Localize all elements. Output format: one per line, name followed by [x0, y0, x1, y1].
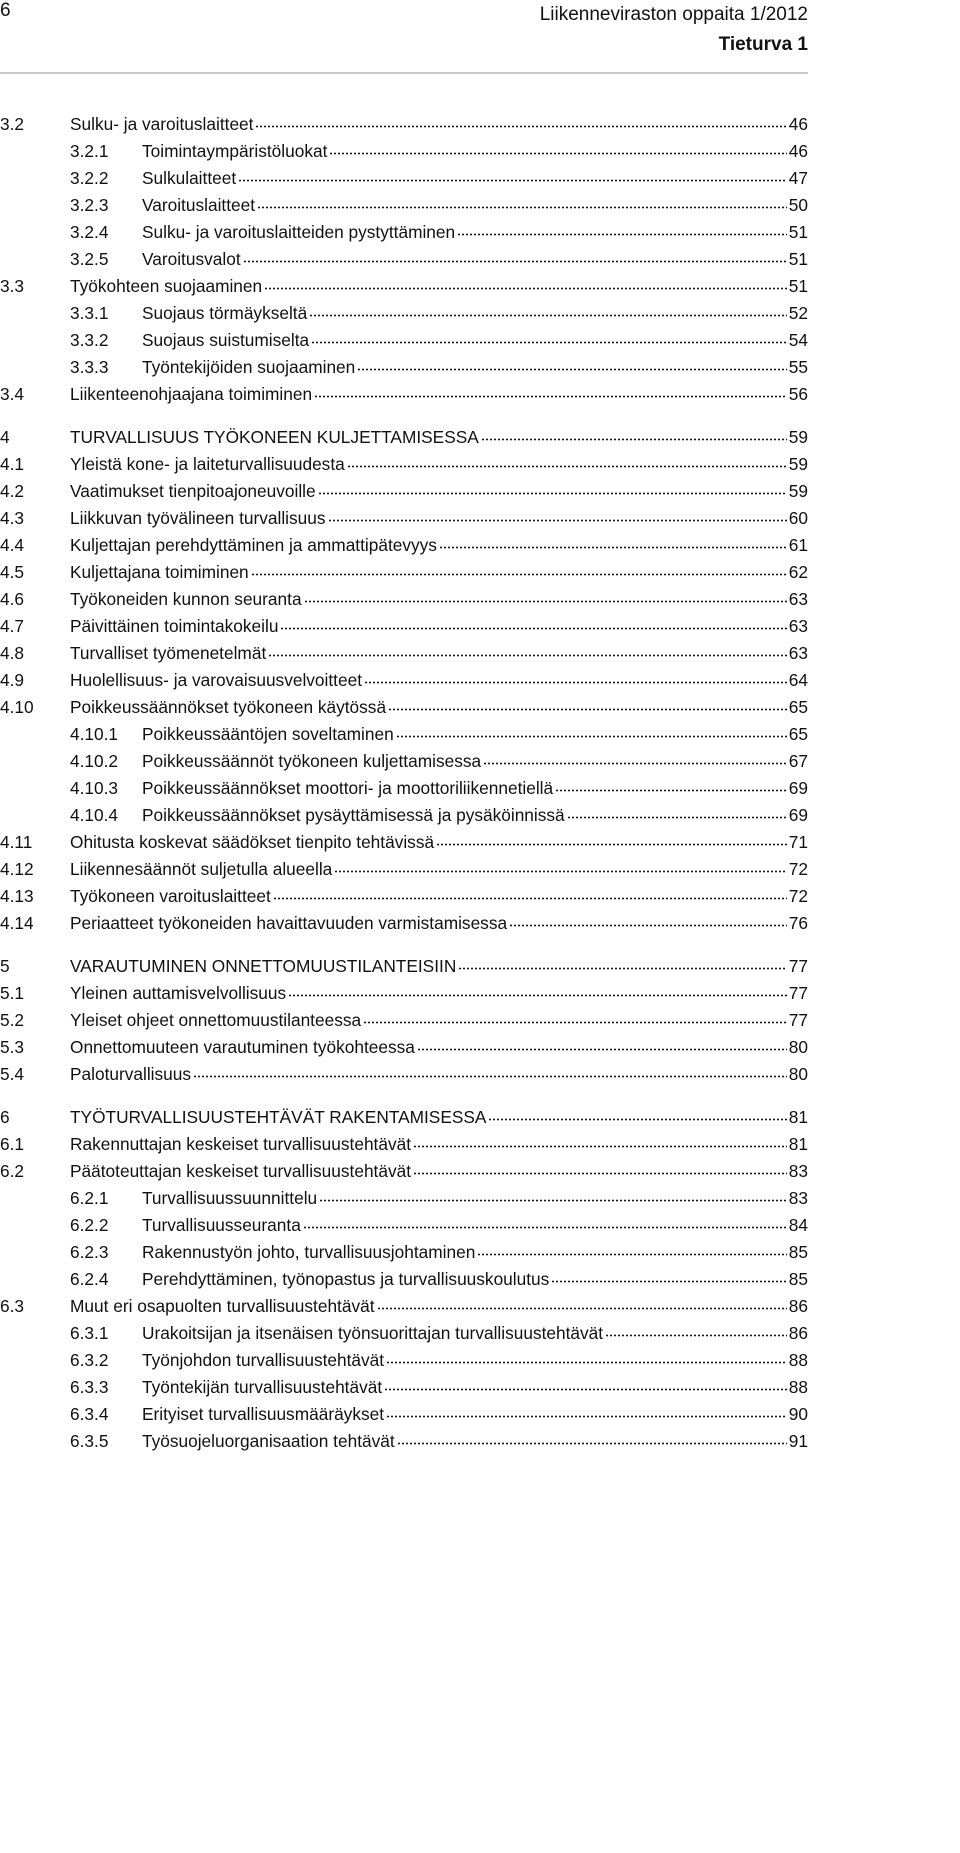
toc-entry-page: 77: [788, 956, 808, 977]
dot-leader: [439, 534, 787, 551]
toc-entry-page: 80: [788, 1037, 808, 1058]
toc-entry-title: Kuljettajana toimiminen: [70, 562, 249, 583]
toc-entry-title: Sulku- ja varoituslaitteiden pystyttäminen: [142, 222, 456, 243]
toc-entry-page: 46: [788, 114, 808, 135]
toc-entry-number: 4.6: [0, 589, 25, 610]
toc-entry-page: 71: [788, 832, 808, 853]
toc-entry[interactable]: [0, 1349, 808, 1376]
toc-entry-title: Poikkeussäännökset työkoneen käytössä: [70, 697, 387, 718]
toc-entry-number: 3.3: [0, 276, 25, 297]
toc-entry[interactable]: [0, 1063, 808, 1090]
toc-entry[interactable]: [0, 480, 808, 507]
toc-entry-number: 4: [0, 427, 10, 448]
toc-entry-page: 50: [788, 195, 808, 216]
toc-entry-number: 5.2: [0, 1010, 25, 1031]
toc-entry-page: 59: [788, 481, 808, 502]
toc-entry-number: 5: [0, 956, 10, 977]
toc-entry-page: 51: [788, 222, 808, 243]
toc-entry-number: 6.2.2: [70, 1215, 109, 1236]
dot-leader: [280, 615, 786, 632]
toc-entry-number: 4.12: [0, 859, 34, 880]
toc-entry[interactable]: [0, 356, 808, 383]
page-number: 6: [0, 0, 11, 21]
toc-entry-number: 4.9: [0, 670, 25, 691]
dot-leader: [318, 480, 787, 497]
toc-entry-page: 46: [788, 141, 808, 162]
toc-entry-page: 55: [788, 357, 808, 378]
toc-entry-page: 77: [788, 1010, 808, 1031]
toc-entry[interactable]: [0, 1376, 808, 1403]
section-spacer: [0, 939, 808, 955]
toc-entry[interactable]: [0, 804, 808, 831]
toc-entry[interactable]: [0, 140, 808, 167]
toc-entry-number: 6.3.4: [70, 1404, 109, 1425]
dot-leader: [238, 167, 787, 184]
dot-leader: [396, 723, 787, 740]
toc-entry-page: 81: [788, 1107, 808, 1128]
toc-entry-title: TYÖTURVALLISUUSTEHTÄVÄT RAKENTAMISESSA: [70, 1107, 487, 1128]
toc-entry-title: Urakoitsijan ja itsenäisen työnsuorittajan turvallisuustehtävät: [142, 1323, 604, 1344]
toc-entry-number: 6.3.2: [70, 1350, 109, 1371]
toc-entry-number: 4.10.2: [70, 751, 119, 772]
toc-entry-page: 91: [788, 1431, 808, 1452]
toc-entry-page: 69: [788, 805, 808, 826]
toc-entry-number: 6.3: [0, 1296, 25, 1317]
toc-entry[interactable]: [0, 534, 808, 561]
header-divider: [0, 72, 808, 74]
toc-entry-number: 6.3.1: [70, 1323, 109, 1344]
toc-entry-page: 84: [788, 1215, 808, 1236]
toc-entry-title: Paloturvallisuus: [70, 1064, 192, 1085]
toc-entry[interactable]: [0, 167, 808, 194]
toc-entry[interactable]: [0, 1160, 808, 1187]
dot-leader: [314, 383, 787, 400]
toc-entry-number: 3.3.3: [70, 357, 109, 378]
toc-entry[interactable]: [0, 642, 808, 669]
toc-entry[interactable]: [0, 1009, 808, 1036]
dot-leader: [257, 194, 787, 211]
toc-entry-page: 77: [788, 983, 808, 1004]
section-spacer: [0, 1090, 808, 1106]
dot-leader: [329, 140, 786, 157]
toc-entry-page: 56: [788, 384, 808, 405]
dot-leader: [436, 831, 787, 848]
toc-entry-title: Turvallisuusseuranta: [142, 1215, 301, 1236]
toc-entry-title: Yleinen auttamisvelvollisuus: [70, 983, 287, 1004]
toc-entry-page: 60: [788, 508, 808, 529]
toc-entry-page: 81: [788, 1134, 808, 1155]
dot-leader: [334, 858, 786, 875]
toc-entry-number: 3.2: [0, 114, 25, 135]
toc-entry-title: Työntekijän turvallisuustehtävät: [142, 1377, 383, 1398]
dot-leader: [193, 1063, 787, 1080]
toc-entry-title: Yleistä kone- ja laiteturvallisuudesta: [70, 454, 345, 475]
dot-leader: [364, 669, 787, 686]
dot-leader: [377, 1295, 787, 1312]
toc-entry[interactable]: [0, 1322, 808, 1349]
dot-leader: [319, 1187, 787, 1204]
toc-entry[interactable]: [0, 696, 808, 723]
toc-entry-number: 3.2.4: [70, 222, 109, 243]
toc-entry-title: Vaatimukset tienpitoajoneuvoille: [70, 481, 316, 502]
toc-entry-number: 6.2.3: [70, 1242, 109, 1263]
toc-entry-title: Työntekijöiden suojaaminen: [142, 357, 356, 378]
toc-entry-title: Onnettomuuteen varautuminen työkohteessa: [70, 1037, 415, 1058]
toc-entry[interactable]: [0, 1430, 808, 1457]
toc-entry[interactable]: [0, 1214, 808, 1241]
toc-entry-number: 4.3: [0, 508, 25, 529]
toc-entry[interactable]: [0, 221, 808, 248]
dot-leader: [481, 426, 787, 443]
dot-leader: [386, 1403, 787, 1420]
dot-leader: [488, 1106, 786, 1123]
dot-leader: [551, 1268, 786, 1285]
toc-entry-number: 3.2.1: [70, 141, 109, 162]
toc-entry-page: 63: [788, 589, 808, 610]
toc-entry-page: 85: [788, 1269, 808, 1290]
toc-entry-page: 88: [788, 1377, 808, 1398]
dot-leader: [509, 912, 787, 929]
dot-leader: [397, 1430, 787, 1447]
toc-entry[interactable]: [0, 507, 808, 534]
toc-entry[interactable]: [0, 831, 808, 858]
toc-entry-number: 6: [0, 1107, 10, 1128]
toc-entry-title: Turvallisuussuunnittelu: [142, 1188, 318, 1209]
toc-entry-number: 4.10.1: [70, 724, 119, 745]
dot-leader: [255, 113, 786, 130]
toc-entry[interactable]: [0, 1241, 808, 1268]
dot-leader: [309, 302, 787, 319]
dot-leader: [273, 885, 787, 902]
toc-entry-title: Liikenteenohjaajana toimiminen: [70, 384, 313, 405]
toc-entry-page: 88: [788, 1350, 808, 1371]
toc-entry-number: 6.2.1: [70, 1188, 109, 1209]
toc-entry-number: 4.13: [0, 886, 34, 907]
toc-entry-title: Rakennustyön johto, turvallisuusjohtaminen: [142, 1242, 476, 1263]
toc-entry-title: Liikkuvan työvälineen turvallisuus: [70, 508, 326, 529]
toc-entry[interactable]: [0, 1187, 808, 1214]
toc-entry-page: 63: [788, 616, 808, 637]
toc-entry-number: 3.2.5: [70, 249, 109, 270]
toc-entry-number: 4.4: [0, 535, 25, 556]
toc-entry[interactable]: [0, 588, 808, 615]
toc-entry[interactable]: [0, 858, 808, 885]
toc-entry-page: 63: [788, 643, 808, 664]
toc-entry[interactable]: [0, 1106, 808, 1133]
dot-leader: [357, 356, 786, 373]
toc-entry-number: 6.3.5: [70, 1431, 109, 1452]
toc-entry[interactable]: [0, 1295, 808, 1322]
toc-entry-page: 65: [788, 724, 808, 745]
dot-leader: [483, 750, 787, 767]
toc-entry[interactable]: [0, 426, 808, 453]
toc-entry-page: 64: [788, 670, 808, 691]
toc-entry-page: 86: [788, 1296, 808, 1317]
toc-entry-page: 65: [788, 697, 808, 718]
dot-leader: [288, 982, 787, 999]
toc-entry-title: Varoituslaitteet: [142, 195, 256, 216]
toc-entry-title: Yleiset ohjeet onnettomuustilanteessa: [70, 1010, 362, 1031]
toc-entry-title: Erityiset turvallisuusmääräykset: [142, 1404, 385, 1425]
toc-entry-number: 4.10.4: [70, 805, 119, 826]
dot-leader: [567, 804, 787, 821]
toc-entry-page: 51: [788, 276, 808, 297]
toc-entry[interactable]: [0, 723, 808, 750]
toc-entry-page: 59: [788, 427, 808, 448]
toc-entry-number: 4.5: [0, 562, 25, 583]
toc-entry-page: 69: [788, 778, 808, 799]
dot-leader: [417, 1036, 787, 1053]
toc-entry[interactable]: [0, 1403, 808, 1430]
document-title: Tieturva 1: [718, 34, 808, 55]
toc-entry-title: Päivittäinen toimintakokeilu: [70, 616, 279, 637]
toc-entry[interactable]: [0, 615, 808, 642]
dot-leader: [477, 1241, 786, 1258]
toc-entry-number: 6.1: [0, 1134, 25, 1155]
toc-entry-title: Rakennuttajan keskeiset turvallisuustehtävät: [70, 1134, 412, 1155]
toc-entry-page: 85: [788, 1242, 808, 1263]
toc-entry[interactable]: [0, 1133, 808, 1160]
toc-entry[interactable]: [0, 1268, 808, 1295]
toc-entry[interactable]: [0, 329, 808, 356]
toc-entry-title: Kuljettajan perehdyttäminen ja ammattipätevyys: [70, 535, 437, 556]
toc-entry[interactable]: [0, 955, 808, 982]
toc-entry-number: 4.14: [0, 913, 34, 934]
toc-entry-title: Ohitusta koskevat säädökset tienpito tehtävissä: [70, 832, 435, 853]
toc-entry-title: Suojaus suistumiselta: [142, 330, 310, 351]
toc-entry[interactable]: [0, 885, 808, 912]
toc-entry-title: Työnjohdon turvallisuustehtävät: [142, 1350, 385, 1371]
toc-entry-number: 4.10.3: [70, 778, 119, 799]
toc-entry-page: 54: [788, 330, 808, 351]
toc-entry-page: 76: [788, 913, 808, 934]
toc-entry-number: 3.4: [0, 384, 25, 405]
toc-entry-page: 52: [788, 303, 808, 324]
toc-entry-title: Perehdyttäminen, työnopastus ja turvallisuuskoulutus: [142, 1269, 550, 1290]
toc-entry-page: 72: [788, 886, 808, 907]
toc-entry-title: Poikkeussäännökset moottori- ja moottoriliikennetiellä: [142, 778, 554, 799]
toc-entry-number: 3.2.3: [70, 195, 109, 216]
toc-entry-title: Poikkeussäännökset pysäyttämisessä ja pysäköinnissä: [142, 805, 565, 826]
toc-entry-number: 4.2: [0, 481, 25, 502]
toc-entry[interactable]: [0, 912, 808, 939]
dot-leader: [605, 1322, 787, 1339]
toc-entry-number: 6.2: [0, 1161, 25, 1182]
dot-leader: [311, 329, 787, 346]
toc-entry[interactable]: [0, 248, 808, 275]
dot-leader: [384, 1376, 787, 1393]
toc-entry-number: 4.1: [0, 454, 25, 475]
toc-entry-number: 6.2.4: [70, 1269, 109, 1290]
toc-entry-page: 59: [788, 454, 808, 475]
toc-entry-title: Sulkulaitteet: [142, 168, 237, 189]
toc-entry-title: Poikkeussääntöjen soveltaminen: [142, 724, 394, 745]
toc-entry-number: 4.8: [0, 643, 25, 664]
toc-entry-number: 5.1: [0, 983, 25, 1004]
toc-entry-title: VARAUTUMINEN ONNETTOMUUSTILANTEISIIN: [70, 956, 457, 977]
dot-leader: [413, 1160, 787, 1177]
toc-entry-page: 62: [788, 562, 808, 583]
dot-leader: [243, 248, 787, 265]
toc-entry-title: Työsuojeluorganisaation tehtävät: [142, 1431, 395, 1452]
toc-entry-title: Työkoneen varoituslaitteet: [70, 886, 271, 907]
toc-entry-title: Poikkeussäännöt työkoneen kuljettamisessa: [142, 751, 482, 772]
toc-entry-number: 4.7: [0, 616, 25, 637]
publication-title: Liikenneviraston oppaita 1/2012: [539, 4, 808, 25]
toc-entry[interactable]: [0, 383, 808, 410]
toc-entry[interactable]: [0, 113, 808, 140]
toc-entry-title: Työkohteen suojaaminen: [70, 276, 263, 297]
dot-leader: [328, 507, 787, 524]
toc-entry-title: Muut eri osapuolten turvallisuustehtävät: [70, 1296, 375, 1317]
toc-entry-title: Toimintaympäristöluokat: [142, 141, 328, 162]
running-header: [540, 0, 808, 60]
toc-entry-number: 5.3: [0, 1037, 25, 1058]
toc-entry-title: TURVALLISUUS TYÖKONEEN KULJETTAMISESSA: [70, 427, 479, 448]
section-spacer: [0, 410, 808, 426]
toc-entry-title: Liikennesäännöt suljetulla alueella: [70, 859, 333, 880]
dot-leader: [304, 588, 787, 605]
dot-leader: [386, 1349, 787, 1366]
toc-entry-number: 4.10: [0, 697, 34, 718]
dot-leader: [303, 1214, 787, 1231]
dot-leader: [555, 777, 787, 794]
toc-entry-page: 83: [788, 1188, 808, 1209]
dot-leader: [251, 561, 787, 578]
toc-entry-page: 47: [788, 168, 808, 189]
toc-entry[interactable]: [0, 561, 808, 588]
toc-entry-page: 90: [788, 1404, 808, 1425]
toc-entry-number: 3.3.2: [70, 330, 109, 351]
dot-leader: [457, 221, 787, 238]
toc-entry-title: Suojaus törmäykseltä: [142, 303, 308, 324]
toc-entry-page: 83: [788, 1161, 808, 1182]
toc-entry[interactable]: [0, 453, 808, 480]
toc-entry-number: 3.3.1: [70, 303, 109, 324]
toc-entry-title: Periaatteet työkoneiden havaittavuuden varmistamisessa: [70, 913, 508, 934]
toc-entry-page: 51: [788, 249, 808, 270]
toc-entry[interactable]: [0, 302, 808, 329]
toc-entry-page: 86: [788, 1323, 808, 1344]
toc-entry-title: Työkoneiden kunnon seuranta: [70, 589, 302, 610]
toc-entry-number: 4.11: [0, 832, 33, 853]
dot-leader: [264, 275, 787, 292]
table-of-contents: [0, 113, 808, 1457]
toc-entry[interactable]: [0, 777, 808, 804]
dot-leader: [388, 696, 787, 713]
toc-entry-page: 80: [788, 1064, 808, 1085]
dot-leader: [363, 1009, 787, 1026]
toc-entry[interactable]: [0, 275, 808, 302]
toc-entry-title: Turvalliset työmenetelmät: [70, 643, 267, 664]
toc-entry-page: 67: [788, 751, 808, 772]
toc-entry-page: 72: [788, 859, 808, 880]
toc-entry[interactable]: [0, 194, 808, 221]
dot-leader: [268, 642, 787, 659]
dot-leader: [458, 955, 786, 972]
dot-leader: [347, 453, 787, 470]
toc-entry-page: 61: [788, 535, 808, 556]
toc-entry-number: 3.2.2: [70, 168, 109, 189]
toc-entry[interactable]: [0, 982, 808, 1009]
toc-entry-number: 5.4: [0, 1064, 25, 1085]
toc-entry-title: Varoitusvalot: [142, 249, 241, 270]
toc-entry-number: 6.3.3: [70, 1377, 109, 1398]
toc-entry[interactable]: [0, 1036, 808, 1063]
toc-entry-title: Huolellisuus- ja varovaisuusvelvoitteet: [70, 670, 363, 691]
dot-leader: [413, 1133, 787, 1150]
toc-entry[interactable]: [0, 750, 808, 777]
toc-entry-title: Sulku- ja varoituslaitteet: [70, 114, 254, 135]
toc-entry-title: Päätoteuttajan keskeiset turvallisuustehtävät: [70, 1161, 412, 1182]
toc-entry[interactable]: [0, 669, 808, 696]
